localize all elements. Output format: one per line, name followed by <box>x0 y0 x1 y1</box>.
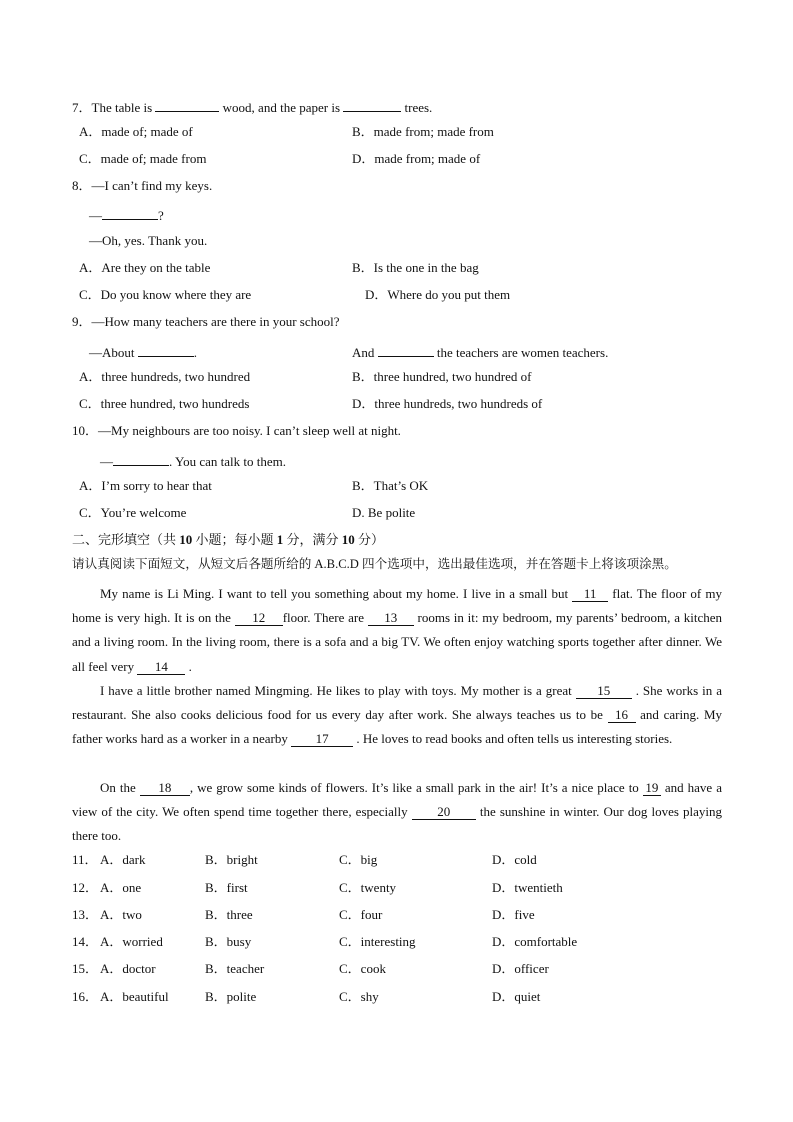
question-8-stem <box>72 179 212 192</box>
heading-bold-number: 10 <box>341 532 355 547</box>
question-9-stem <box>72 315 340 328</box>
option-number: 16． <box>72 989 99 1004</box>
passage-text: the sunshine in winter. Our dog loves playing there too. <box>72 804 723 844</box>
passage-paragraph-1 <box>72 582 722 679</box>
option-a: A．beautiful <box>100 989 169 1004</box>
option-c: C．shy <box>339 989 379 1004</box>
question-9-line-2-right <box>352 343 608 359</box>
question-8-line-3: —Oh, yes. Thank you. <box>89 233 208 248</box>
option-number: 15． <box>72 961 99 976</box>
question-10-option-d: D. Be polite <box>352 505 416 520</box>
heading-text: 分，满分 <box>283 532 342 547</box>
question-7-option-a: A．made of; made of <box>79 124 193 139</box>
cloze-option-row <box>72 989 541 1004</box>
question-8-option-c: C．Do you know where they are <box>79 287 252 302</box>
blank-12: 12 <box>235 611 283 626</box>
option-b: B．three <box>205 907 253 922</box>
passage-text: , we grow some kinds of flowers. It’s like a small park in the air! It’s a nice place to <box>189 780 643 795</box>
option-d: D．comfortable <box>492 934 578 949</box>
stem-text: . You can talk to them. <box>169 454 286 469</box>
heading-text: 分） <box>354 532 385 547</box>
answer-blank <box>138 343 194 357</box>
answer-blank <box>343 98 401 112</box>
question-8-option-d: D．Where do you put them <box>365 287 511 302</box>
blank-19: 19 <box>643 781 661 796</box>
question-10-stem <box>72 424 401 437</box>
stem-text: The table is <box>91 100 156 115</box>
heading-text: 小题；每小题 <box>192 532 277 547</box>
option-d: D．five <box>492 907 535 922</box>
passage-paragraph-2 <box>72 679 722 752</box>
passage-text: flat. The floor of my home is very high. It is on the <box>72 586 722 626</box>
option-c: C．twenty <box>339 880 397 895</box>
option-a: A．worried <box>100 934 163 949</box>
passage-text: and have a view of the city. We often spend time together there, especially <box>72 780 722 820</box>
section-2-instruction: 请认真阅读下面短文，从短文后各题所给的 A.B.C.D 四个选项中，选出最佳选项，并在答题卡上将该项涂黑。 <box>72 557 677 571</box>
question-10-option-a: A．I’m sorry to hear that <box>79 478 212 493</box>
option-number: 11． <box>72 852 98 867</box>
question-number: 7． <box>72 100 92 115</box>
stem-text: wood, and the paper is <box>219 100 344 115</box>
option-c: C．cook <box>339 961 386 976</box>
heading-bold-number: 1 <box>276 532 284 547</box>
option-c: C．big <box>339 852 378 867</box>
passage-text: and caring. My father works hard as a worker in a nearby <box>72 707 722 747</box>
option-a: A．one <box>100 880 142 895</box>
question-10-option-b: B．That’s OK <box>352 478 429 493</box>
dash: — <box>89 208 102 223</box>
passage-text: floor. There are <box>282 610 368 626</box>
blank-18: 18 <box>140 781 190 796</box>
option-number: 13． <box>72 907 99 922</box>
passage-text: My name is Li Ming. I want to tell you something about my home. I live in a small but <box>100 586 573 601</box>
heading-text: 二、完形填空（共 <box>72 532 180 547</box>
blank-14: 14 <box>137 660 185 675</box>
cloze-option-row <box>72 907 535 922</box>
option-b: B．first <box>205 880 248 895</box>
option-b: B．busy <box>205 934 252 949</box>
stem-text: ? <box>158 208 164 223</box>
question-9-option-c: C．three hundred, two hundreds <box>79 396 250 411</box>
passage-text: On the <box>100 780 140 795</box>
answer-blank <box>378 343 434 357</box>
cloze-option-row <box>72 934 578 949</box>
cloze-option-row <box>72 852 537 867</box>
answer-blank <box>102 206 158 220</box>
passage-text: rooms in it: my bedroom, my parents’ bedroom, a kitchen and a living room. In the living room, there is a sofa and a big TV. We often enjoy watching sports together after dinner. We all feel very <box>72 610 722 674</box>
stem-text: And <box>352 345 378 360</box>
cloze-option-row <box>72 880 563 895</box>
option-c: C．interesting <box>339 934 416 949</box>
question-7-option-d: D．made from; made of <box>352 151 481 166</box>
question-number: 8． <box>72 178 92 193</box>
option-b: B．teacher <box>205 961 265 976</box>
option-b: B．bright <box>205 852 258 867</box>
question-number: 9． <box>72 314 92 329</box>
answer-blank <box>113 452 169 466</box>
option-a: A．doctor <box>100 961 156 976</box>
option-c: C．four <box>339 907 383 922</box>
stem-text: trees. <box>401 100 433 115</box>
question-9-option-d: D．three hundreds, two hundreds of <box>352 396 543 411</box>
question-9-line-2-left <box>89 343 197 359</box>
question-9-option-b: B．three hundred, two hundred of <box>352 369 532 384</box>
question-8-option-b: B．Is the one in the bag <box>352 260 479 275</box>
option-a: A．two <box>100 907 142 922</box>
blank-15: 15 <box>576 684 632 699</box>
question-8-option-a: A．Are they on the table <box>79 260 211 275</box>
answer-blank <box>155 98 219 112</box>
blank-20: 20 <box>412 805 476 820</box>
question-9-option-a: A．three hundreds, two hundred <box>79 369 251 384</box>
option-d: D．officer <box>492 961 549 976</box>
cloze-option-row <box>72 961 549 976</box>
question-10-line-2 <box>100 452 286 468</box>
question-7-stem <box>72 98 432 114</box>
stem-text: —My neighbours are too noisy. I can’t sleep well at night. <box>98 423 401 438</box>
heading-bold-number: 10 <box>179 532 193 547</box>
passage-text: . He loves to read books and often tells us interesting stories. <box>353 731 673 747</box>
question-8-line-2 <box>89 206 164 222</box>
stem-text: —I can’t find my keys. <box>91 178 213 193</box>
option-b: B．polite <box>205 989 257 1004</box>
option-a: A．dark <box>100 852 146 867</box>
blank-13: 13 <box>368 611 414 626</box>
blank-16: 16 <box>608 708 636 723</box>
passage-paragraph-3 <box>72 776 722 849</box>
question-number: 10． <box>72 423 99 438</box>
option-d: D．twentieth <box>492 880 563 895</box>
passage-text: . <box>185 658 192 674</box>
dash: — <box>100 454 113 469</box>
stem-text: the teachers are women teachers. <box>433 345 609 360</box>
stem-text: —About <box>89 345 138 360</box>
passage-text: . She works in a restaurant. She also cooks delicious food for us every day after work. She always teaches us to be <box>72 683 722 723</box>
option-d: D．quiet <box>492 989 541 1004</box>
option-number: 12． <box>72 880 99 895</box>
stem-text: —How many teachers are there in your school? <box>91 314 340 329</box>
question-7-option-c: C．made of; made from <box>79 151 207 166</box>
option-d: D．cold <box>492 852 537 867</box>
blank-17: 17 <box>291 732 353 747</box>
blank-11: 11 <box>572 587 608 602</box>
option-number: 14． <box>72 934 99 949</box>
section-2-heading <box>72 533 384 546</box>
passage-text: I have a little brother named Mingming. He likes to play with toys. My mother is a great <box>100 683 576 698</box>
question-10-option-c: C．You’re welcome <box>79 505 187 520</box>
question-7-option-b: B．made from; made from <box>352 124 494 139</box>
stem-text: . <box>193 345 197 360</box>
